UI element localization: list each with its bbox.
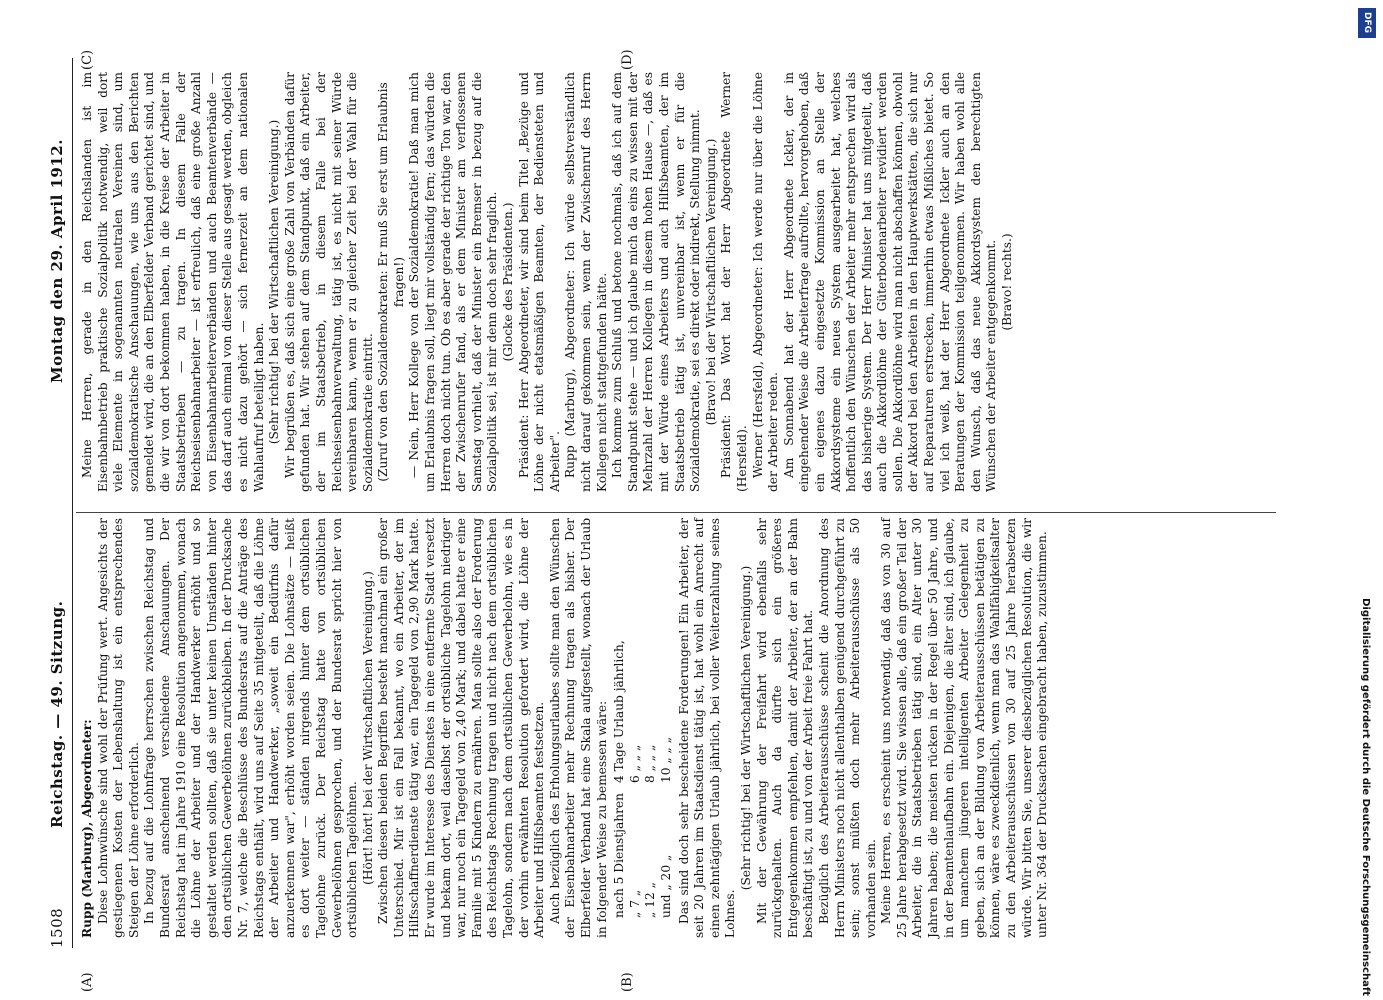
table-cell: nach 5 Dienstjahren <box>612 793 627 918</box>
dfg-logo: DFG <box>1358 8 1376 38</box>
table-cell: „ 7 „ <box>627 889 642 918</box>
margin-letter-b: (B) <box>620 972 635 992</box>
paragraph: Meine Herren, es erscheint uns notwendig, daß das von 30 auf 25 Jahre herabgesetzt wird. Sie wissen alle, daß ein großer Teil der Arbeiter, die in Staatsbetrieben tätig sind, ein Alter unter 30 Jahren haben; die meisten rücken in der Regel über 50 Jahre, und in der Beamtenlaufbahn ein. Diejenigen, die älter sind, ich glaube, um manchem jüngeren intelligenten Arbeiter Gelegenheit zu geben, sich an der Bildung von Arbeiterausschüssen betätigen zu können, wäre es zweckdienlich, wenn man das Wahlfähigkeitsalter zu den Arbeiterausschüssen von 30 auf 25 Jahre herabsetzen würde. Wir bitten Sie, unserer diesbezüglichen Resolution, die wir unter Nr. 364 der Drucksachen eingebracht haben, zuzustimmen. <box>879 518 1050 938</box>
interjection: (Sehr richtig! bei der Wirtschaftlichen Vereinigung.) <box>738 565 753 891</box>
page-number: 1508 <box>48 907 66 948</box>
left-column <box>80 518 1051 938</box>
table-row <box>643 630 659 918</box>
interjection: (Glocke des Präsidenten.) <box>501 202 516 362</box>
paragraph: In bezug auf die Lohnfrage herrschen zwischen Reichstag und Bundesrat anscheinend verschiedene Anschauungen. Der Reichstag hat im Jahre 1910 eine Resolution angenommen, wonach die Löhne der Arbeiter und der Handwerker erhöht und so gestaltet werden sollten, daß sie unter keinen Umständen hinter den ortsüblichen Gewerbelöhnen zurückbleiben. In der Drucksache Nr. 7, welche die Beschlüsse des Bundesrats auf die Anträge des Reichstags enthält, wird uns auf Seite 35 mitgeteilt, daß die Löhne der Arbeiter und Handwerker, „soweit ein Bedürfnis dafür anzuerkennen war", erhöht worden seien. Die Lohnsätze — heißt es dort weiter — ständen nirgends hinter dem ortsüblichen Tagelohne zurück. Der Reichstag hatte von ortsüblichen Gewerbelöhnen gesprochen, und der Bundesrat spricht hier von ortsüblichen Tagelöhnen. <box>142 518 360 938</box>
paragraph: Präsident: Herr Abgeordneter, wir sind beim Titel „Bezüge und Löhne der nicht etatsmäßigen Beamten, der Bediensteten und Arbeiter". <box>516 72 562 492</box>
credit-text: Digitalisierung gefördert durch die Deutsche Forschungsgemeinschaft <box>1360 598 1371 996</box>
margin-letter-d: (D) <box>620 49 635 70</box>
paragraph: Meine Herren, gerade in den Reichslanden ist im Eisenbahnbetrieb praktische Sozialpolitik notwendig, weil dort viele Elemente in sogenannten neutralen Vereinen sind, um sozialdemokratische Anschauungen, wie uns aus den Berichten gemeldet wird, die an den Elberfelder Verband gerichtet sind, und die wir von dort bekommen haben, in die Kreise der Arbeiter in Staatsbetrieben — zu tragen. In diesem Falle der Reichseisenbahnarbeiter — ist erfreulich, daß eine große Anzahl von Eisenbahnarbeiterverbänden und auch Beamtenverbände — das darf auch einmal von dieser Stelle aus gesagt werden, obgleich es nicht dazu gehört — sich fernerzeit an dem nationalen Wahlaufruf beteiligt haben. <box>80 72 266 492</box>
paragraph: Bezüglich des Arbeiterausschüsse scheint die Anordnung des Herrn Ministers noch nicht allenthalben genügend durchgeführt zu sein; sonst müßten doch mehr Arbeiterausschüsse als 50 vorhanden sein. <box>816 518 878 938</box>
margin-letter-a: (A) <box>80 972 95 992</box>
running-header <box>48 48 72 948</box>
right-column <box>80 72 1016 492</box>
digitization-credit <box>1356 6 1374 996</box>
paragraph: Wir begrüßen es, daß sich eine große Zahl von Verbänden dafür gefunden hat. Wir stehen auf dem Standpunkt, daß ein Arbeiter, der im Staatsbetrieb, in diesem Falle bei der Reichseisenbahnverwaltung, tätig ist, es nicht mit seiner Würde vereinbaren kann, wenn er zu gleicher Zeit bei der Wahl für die Sozialdemokratie eintritt. <box>282 72 375 492</box>
table-row <box>659 630 675 918</box>
table-cell: 6 „ „ „ <box>627 744 642 784</box>
paragraph: Ich komme zum Schluß und betone nochmals, daß ich auf dem Standpunkt stehe — und ich glaube mich da eins zu wissen mit der Mehrzahl der Herren Kollegen in diesem hohen Hause —, daß es mit der Würde eines Arbeiters und auch Hilfsbeamten, der im Staatsbetrieb tätig ist, unvereinbar ist, wenn er für die Sozialdemokratie, sei es direkt oder indirekt, Stellung nimmt. <box>610 72 703 492</box>
paragraph: Rupp (Marburg), Abgeordneter: Ich würde selbstverständlich nicht darauf gekommen sein, wenn der Zwischenruf des Herrn Kollegen nicht stattgefunden hätte. <box>563 72 609 492</box>
paragraph: Präsident: Das Wort hat der Herr Abgeordnete Werner (Hersfeld). <box>719 72 749 492</box>
table-cell: 4 Tage Urlaub jährlich, <box>612 640 627 784</box>
paragraph: Am Sonnabend hat der Herr Abgeordnete Ickler, der in eingehender Weise die Arbeiterfrage aufrollte, hervorgehoben, daß ein eigenes dazu eingesetzte Kommission an Stelle der Akkordsysteme ein neues System ausgearbeitet hat, welches hoffentlich den Wünschen der Arbeiter mehr entsprechen wird als das bisherige System. Der Herr Minister hat uns mitgeteilt, daß auch die Akkordlöhne der Güterbodenarbeiter revidiert werden sollen. Die Akkordlöhne wird man nicht abschaffen können, obwohl der Akkord bei den Arbeiten in den Hauptwerkstätten, die sich nur auf Reparaturen erstrecken, immerhin etwas Mißliches bietet. So viel ich weiß, hat der Herr Abgeordnete Ickler auch an den Beratungen der Kommission teilgenommen. Wir haben wohl alle den Wunsch, daß das neue Akkordsystem den berechtigten Wünschen der Arbeiter entgegenkommt. <box>781 72 999 492</box>
table-cell: 8 „ „ „ <box>643 744 658 784</box>
table-row <box>612 630 628 918</box>
header-right-title: Montag den 29. April 1912. <box>48 139 66 383</box>
interjection: (Bravo! rechts.) <box>1000 233 1015 331</box>
header-rule <box>72 58 73 948</box>
interjection: (Sehr richtig! bei der Wirtschaftlichen Vereinigung.) <box>267 119 282 445</box>
paragraph: Mit der Gewährung der Freifahrt wird ebenfalls sehr zurückgehalten. Auch da dürfte sich ein größeres Entgegenkommen empfehlen, damit der Arbeiter, der an der Bahn beschäftigt ist, zu und von der Arbeit freie Fahrt hat. <box>754 518 816 938</box>
table-cell: und „ 20 „ <box>658 854 673 918</box>
paragraph: Diese Lohnwünsche sind wohl der Prüfung wert. Angesichts der gestiegenen Kosten der Lebenshaltung ist ein entsprechendes Steigen der Löhne erforderlich. <box>95 518 141 938</box>
header-left-title: Reichstag. — 49. Sitzung. <box>48 600 66 828</box>
column-rule <box>76 512 1276 513</box>
interjection: (Zuruf von den Sozialdemokraten: Er muß Sie erst um Erlaubnis fragen!) <box>376 82 406 482</box>
paragraph: Werner (Hersfeld), Abgeordneter: Ich werde nur über die Löhne der Arbeiter reden. <box>750 72 781 492</box>
paragraph: — Nein, Herr Kollege von der Sozialdemokratie! Daß man mich um Erlaubnis fragen soll, liegt mir vollständig fern; das würden die Herren doch nicht tun. Ob es aber gerade der richtige Ton war, den der Zwischenrufer fand, als er dem Minister am verflossenen Samstag vorhielt, daß der Minister ein Bremser in bezug auf die Sozialpolitik sei, ist mir denn doch sehr fraglich. <box>407 72 500 492</box>
vacation-scale-table <box>612 630 674 918</box>
table-row <box>628 630 644 918</box>
table-cell: 10 „ „ „ <box>658 736 673 784</box>
table-cell: „ 12 „ <box>643 882 658 918</box>
interjection: (Bravo! bei der Wirtschaftlichen Vereinigung.) <box>703 138 718 426</box>
interjection: (Hört! hört! bei der Wirtschaftlichen Vereinigung.) <box>360 571 375 885</box>
paragraph: Auch bezüglich des Erholungsurlaubes sollte man den Wünschen der Eisenbahnarbeiter mehr Rechnung tragen als bisher. Der Elberfelder Verband hat eine Skala aufgestellt, wonach der Urlaub in folgender Weise zu bemessen wäre: <box>547 518 609 938</box>
margin-letter-c: (C) <box>80 49 95 70</box>
paragraph: Das sind doch sehr bescheidene Forderungen! Ein Arbeiter, der seit 20 Jahren im Staatsdienst tätig ist, hat wohl ein Anrecht auf einen zehntägigen Urlaub jährlich, bei voller Weiterzahlung seines Lohnes. <box>676 518 738 938</box>
speaker-line: Rupp (Marburg), Abgeordneter: <box>80 719 94 938</box>
paragraph: Zwischen diesen beiden Begriffen besteht manchmal ein großer Unterschied. Mir ist ein Fall bekannt, wo ein Arbeiter, der im Hilfsschaffnerdienste tätig war, ein Tagegeld von 2,90 Mark hatte. Er wurde im Interesse des Dienstes in eine entfernte Stadt versetzt und bekam dort, weil daselbst der ortsübliche Tagelohn niedriger war, nur noch ein Tagegeld von 2,40 Mark; und dabei hatte er eine Familie mit 5 Kindern zu ernähren. Man sollte also der Forderung des Reichstags Rechnung tragen und nicht nach dem ortsüblichen Tagelohn, sondern nach dem ortsüblichen Gewerbelohn, wie es in der vorhin erwähnten Resolution gefordert wird, die Löhne der Arbeiter und Hilfsbeamten festsetzen. <box>376 518 547 938</box>
